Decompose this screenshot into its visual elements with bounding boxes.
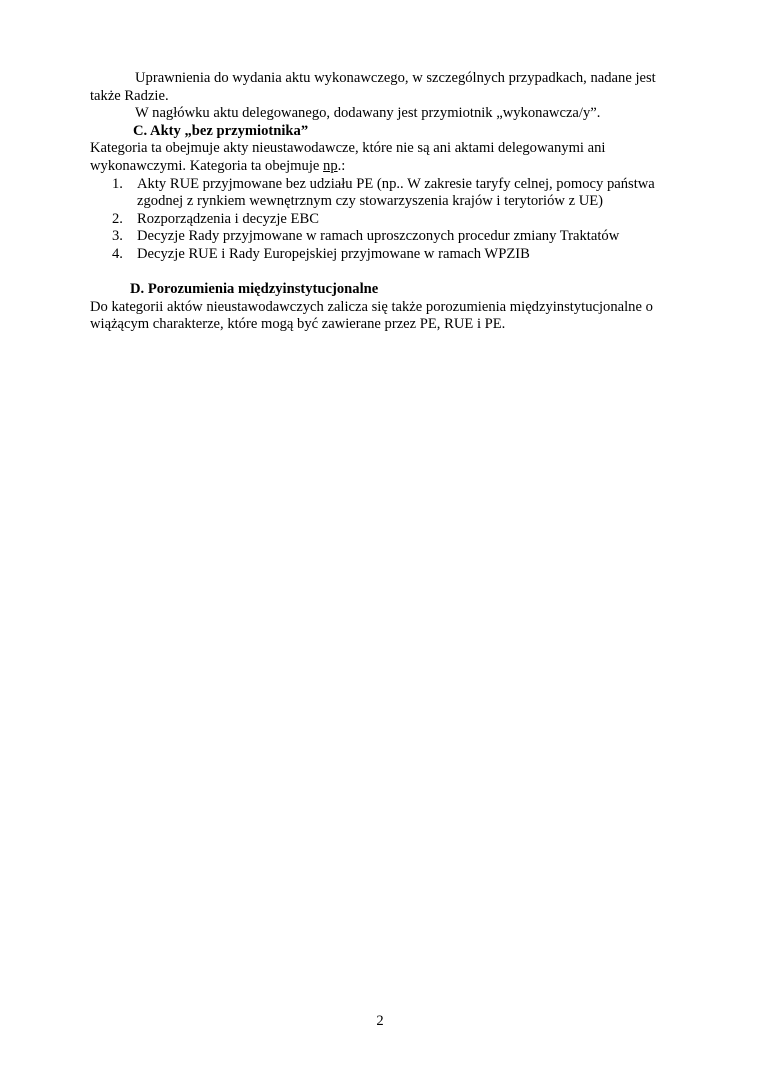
page-number: 2 [376, 1013, 384, 1029]
list-item-number: 1. [112, 175, 123, 192]
paragraph-header-adjective: W nagłówku aktu delegowanego, dodawany jest przymiotnik „wykonawcza/y”. [135, 105, 601, 122]
list-item [90, 246, 662, 264]
section-c-heading: C. Akty „bez przymiotnika” [133, 122, 309, 139]
section-d-body: Do kategorii aktów nieustawodawczych zalicza się także porozumienia międzyinstytucjonalne o wiążącym charakterze, które mogą być zawierane przez PE, RUE i PE. [90, 298, 653, 333]
list-item-text: Akty RUE przyjmowane bez udziału PE (np.. W zakresie taryfy celnej, pomocy państwa zgodnej z rynkiem wewnętrznym czy stowarzyszenia krajów i terytoriów z UE) [137, 175, 655, 210]
page-content [90, 70, 662, 334]
list-item-text: Decyzje Rady przyjmowane w ramach uproszczonych procedur zmiany Traktatów [137, 228, 620, 245]
section-c-list [90, 176, 662, 264]
section-c-intro [90, 140, 662, 175]
section-d-heading: D. Porozumienia międzyinstytucjonalne [130, 281, 379, 298]
list-item-text: Rozporządzenia i decyzje EBC [137, 210, 319, 227]
paragraph-delegation-council: Uprawnienia do wydania aktu wykonawczego, w szczególnych przypadkach, nadane jest także Radzie. [90, 70, 656, 104]
list-item-number: 4. [112, 245, 123, 262]
spacer [90, 264, 662, 282]
list-item [90, 176, 662, 211]
list-item [90, 228, 662, 246]
list-item [90, 211, 662, 229]
list-item-number: 2. [112, 210, 123, 227]
section-c-intro-colon: .: [337, 157, 346, 174]
list-item-number: 3. [112, 228, 123, 245]
section-c-intro-abbrev: np [323, 157, 338, 174]
list-item-text: Decyzje RUE i Rady Europejskiej przyjmowane w ramach WPZIB [137, 245, 530, 262]
section-c-intro-text: Kategoria ta obejmuje akty nieustawodawcze, które nie są ani aktami delegowanymi ani wykonawczymi. Kategoria ta obejmuje [90, 140, 606, 174]
